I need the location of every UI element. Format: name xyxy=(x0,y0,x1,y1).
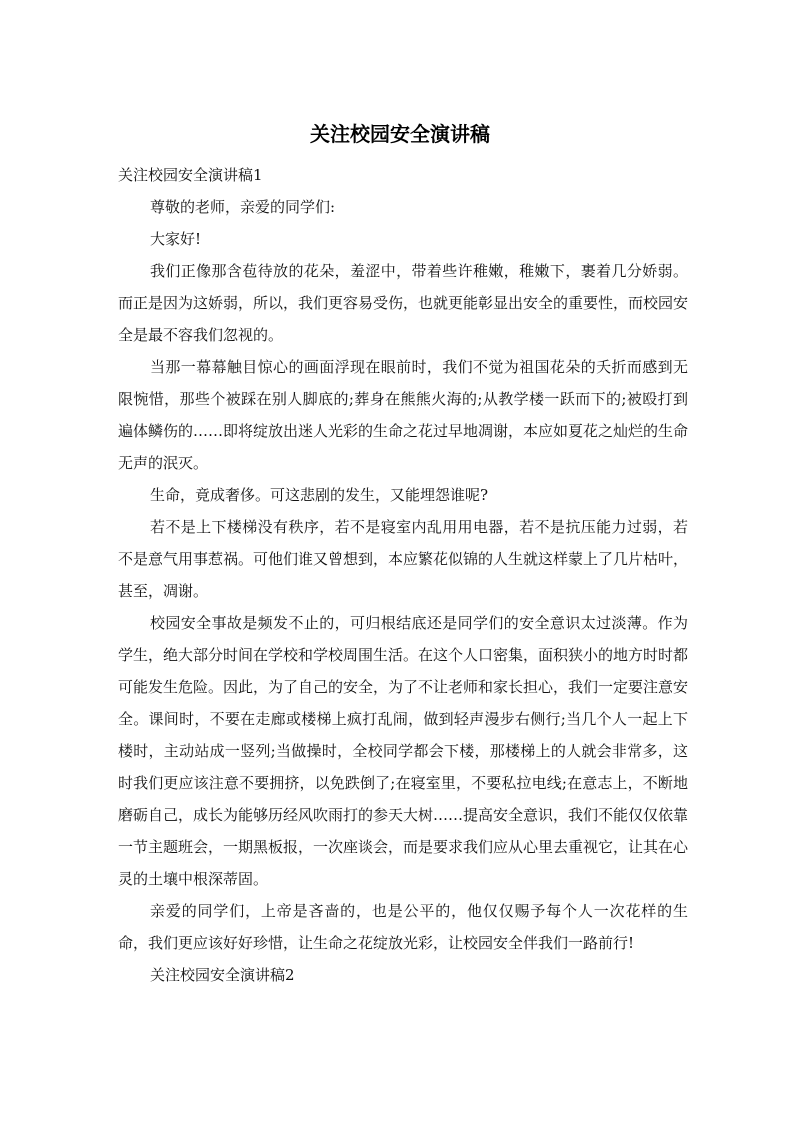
paragraph: 亲爱的同学们，上帝是吝啬的，也是公平的，他仅仅赐予每个人一次花样的生命，我们更应该好好珍惜，让生命之花绽放光彩，让校园安全伴我们一路前行! xyxy=(118,902,688,952)
paragraph-salutation: 尊敬的老师，亲爱的同学们: xyxy=(150,198,336,216)
document-body xyxy=(118,159,688,991)
document-title: 关注校园安全演讲稿 xyxy=(310,122,490,146)
paragraph: 我们正像那含苞待放的花朵，羞涩中，带着些许稚嫩，稚嫩下，裹着几分娇弱。而正是因为这娇弱，所以，我们更容易受伤，也就更能彰显出安全的重要性，而校园安全是最不容我们忽视的。 xyxy=(118,262,689,344)
paragraph-greeting: 大家好! xyxy=(150,230,202,248)
paragraph: 生命，竟成奢侈。可这悲剧的发生，又能埋怨谁呢? xyxy=(150,486,489,504)
paragraph: 当那一幕幕触目惊心的画面浮现在眼前时，我们不觉为祖国花朵的夭折而感到无限惋惜，那些个被踩在别人脚底的;葬身在熊熊火海的;从教学楼一跃而下的;被殴打到遍体鳞伤的……即将绽放出迷人光彩的生命之花过早地凋谢，本应如夏花之灿烂的生命无声的泯灭。 xyxy=(118,358,689,472)
section-heading-1: 关注校园安全演讲稿1 xyxy=(118,166,263,184)
paragraph: 若不是上下楼梯没有秩序，若不是寝室内乱用用电器，若不是抗压能力过弱，若不是意气用事惹祸。可他们谁又曾想到，本应繁花似锦的人生就这样蒙上了几片枯叶，甚至，凋谢。 xyxy=(118,518,689,600)
paragraph: 校园安全事故是频发不止的，可归根结底还是同学们的安全意识太过淡薄。作为学生，绝大部分时间在学校和学校周围生活。在这个人口密集，面积狭小的地方时时都可能发生危险。因此，为了自己的安全，为了不让老师和家长担心，我们一定要注意安全。课间时，不要在走廊或楼梯上疯打乱闹，做到轻声漫步右侧行;当几个人一起上下楼时，主动站成一竖列;当做操时，全校同学都会下楼，那楼梯上的人就会非常多，这时我们更应该注意不要拥挤，以免跌倒了;在寝室里，不要私拉电线;在意志上，不断地磨砺自己，成长为能够历经风吹雨打的参天大树……提高安全意识，我们不能仅仅依靠一节主题班会，一期黑板报，一次座谈会，而是要求我们应从心里去重视它，让其在心灵的土壤中根深蒂固。 xyxy=(118,614,689,888)
section-heading-2: 关注校园安全演讲稿2 xyxy=(150,966,295,984)
